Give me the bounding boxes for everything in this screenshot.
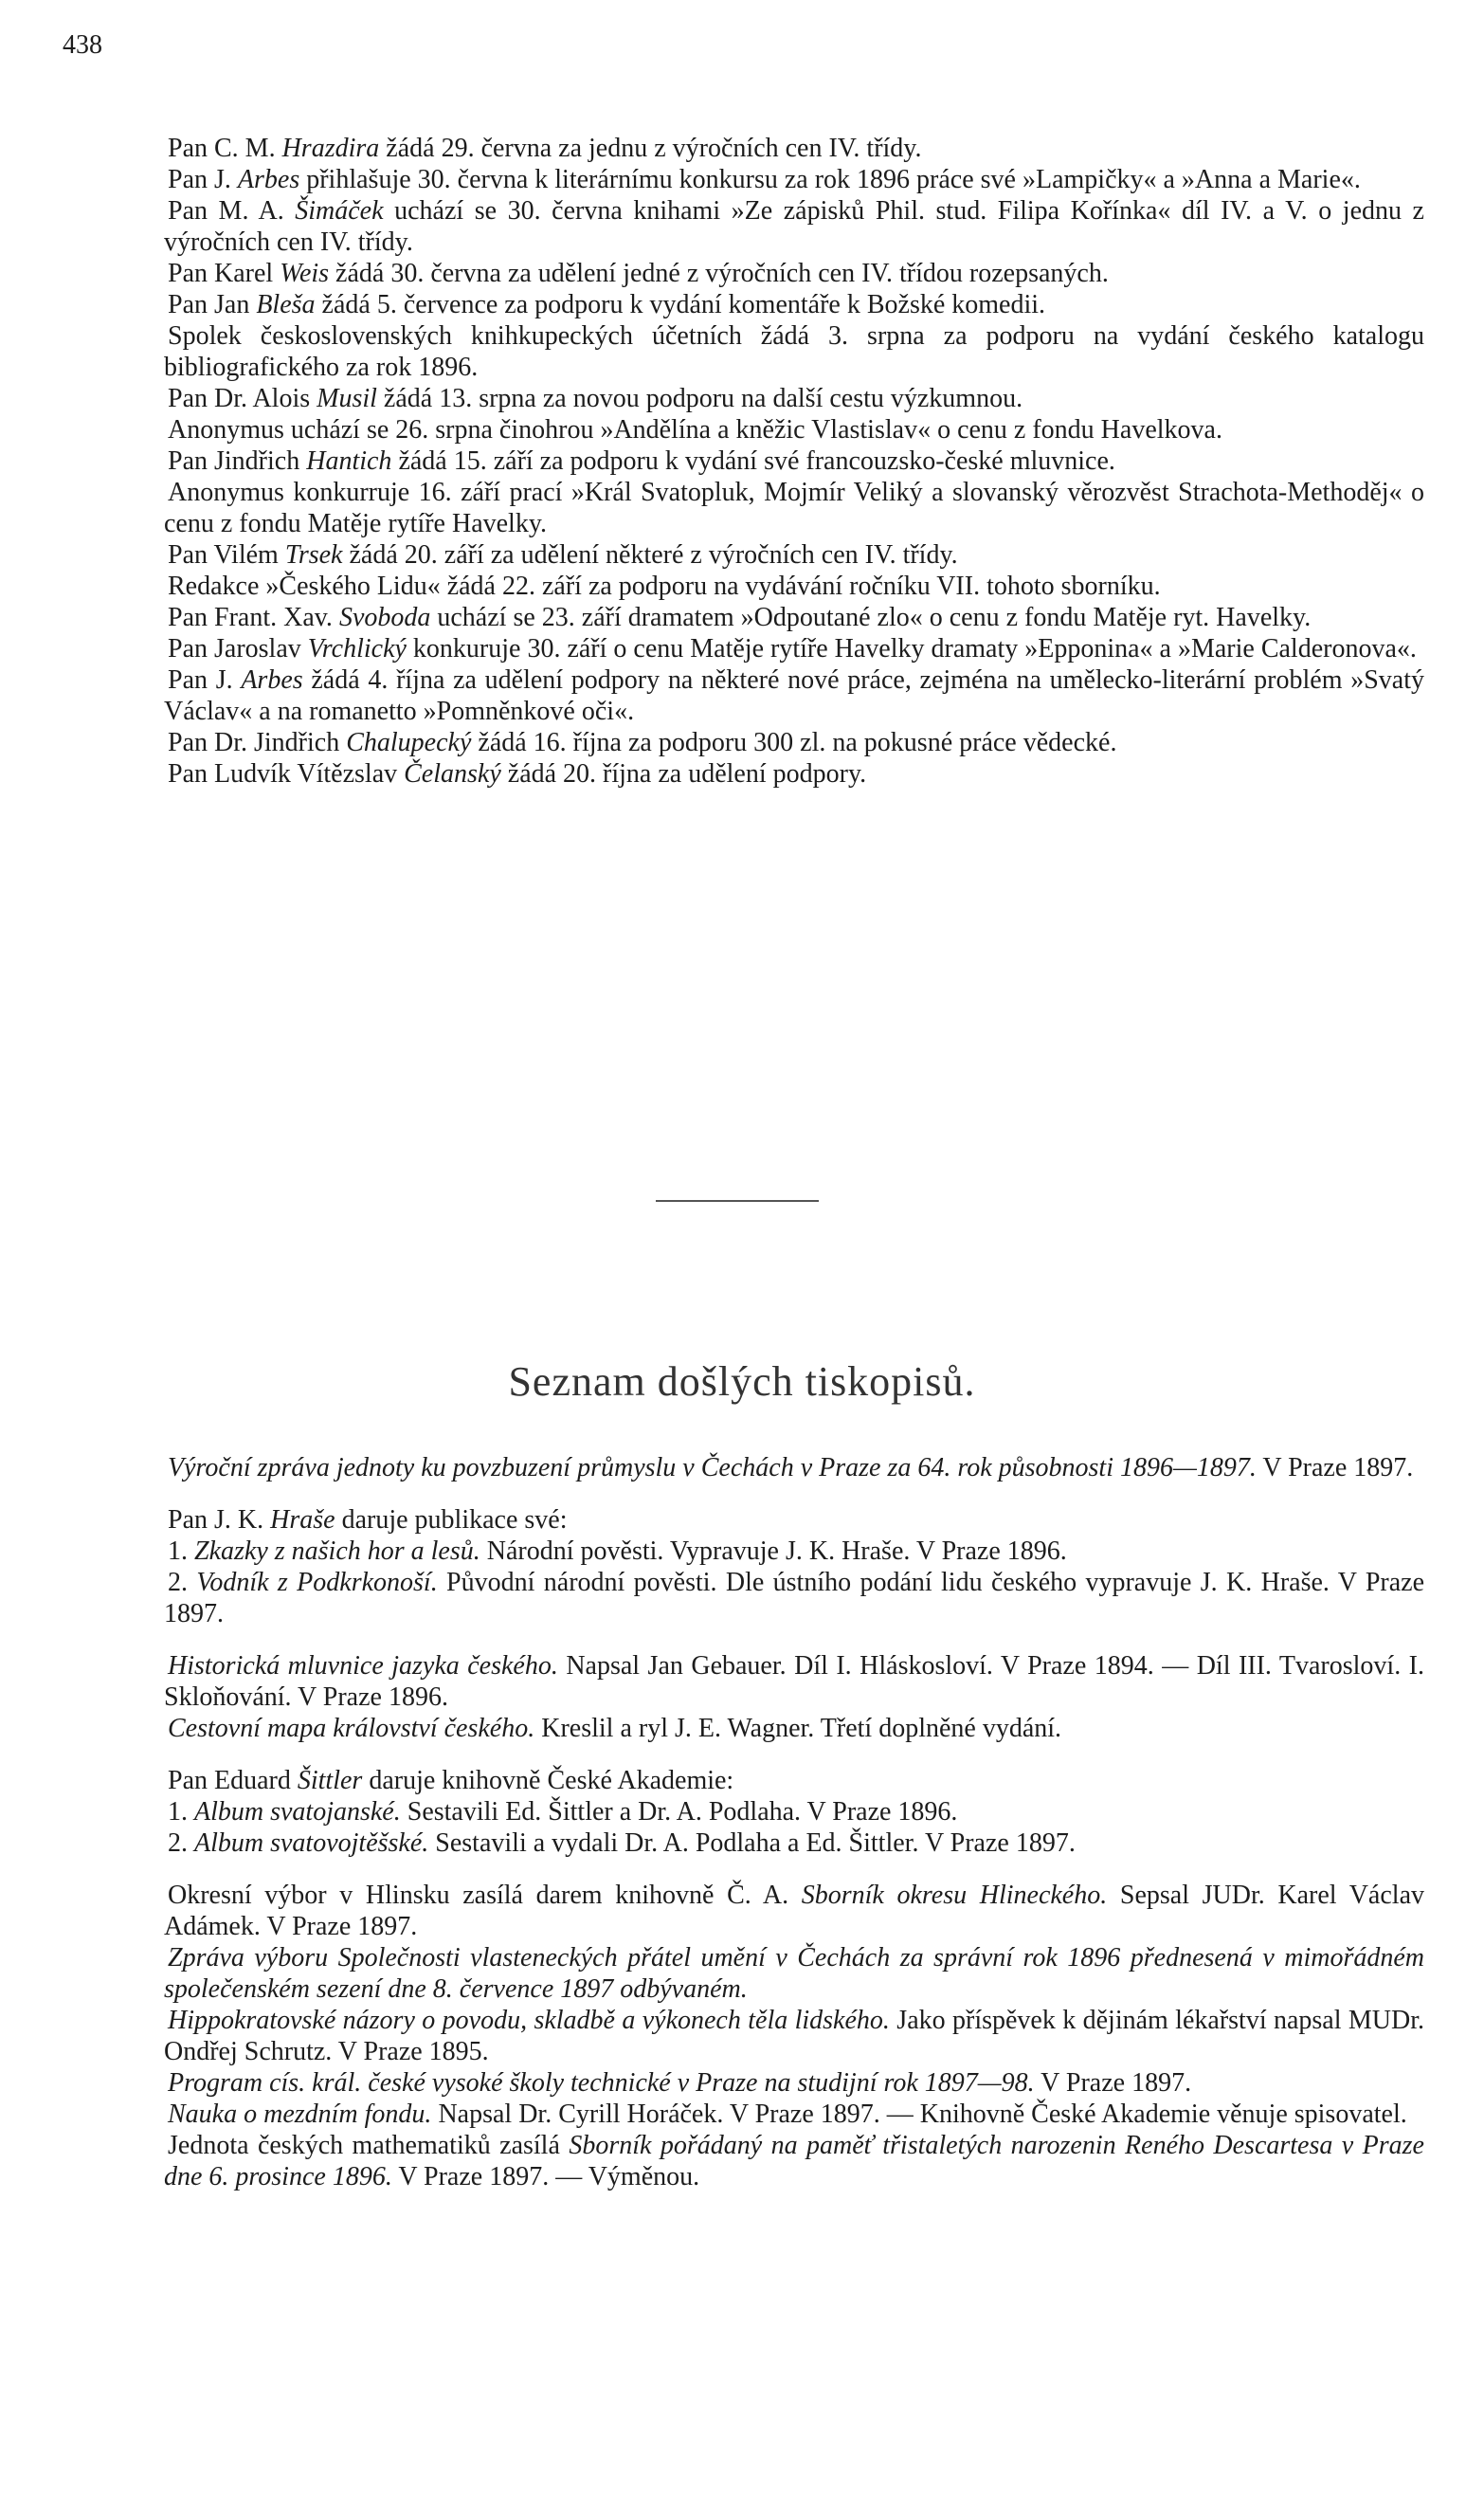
request-paragraph	[164, 414, 1424, 445]
request-text: Pan J.	[168, 665, 242, 695]
request-text: Redakce »Českého Lidu« žádá 22. září za podporu na vydávání ročníku VII. tohoto sborníku.	[168, 572, 1161, 601]
entry-prefix: Jednota českých mathematiků zasílá	[168, 2131, 570, 2160]
requests-section	[164, 133, 1424, 790]
print-entry	[164, 1713, 1424, 1744]
request-text: Pan Dr. Jindřich	[168, 728, 347, 757]
entry-title: Zpráva výboru Společnosti vlasteneckých přátel umění v Čechách za správní rok 1896 přednesená v mimořádném společenském sezení dne 8. července 1897 odbývaném.	[164, 1943, 1424, 2004]
entry-details: V Praze 1897.	[1034, 2068, 1192, 2098]
print-entry	[164, 1536, 1424, 1567]
entry-details: Sestavili Ed. Šittler a Dr. A. Podlaha. V Praze 1896.	[400, 1797, 958, 1827]
request-paragraph	[164, 320, 1424, 383]
person-name: Chalupecký	[346, 728, 472, 757]
entry-title: Sborník okresu Hlineckého.	[801, 1881, 1108, 1910]
request-paragraph	[164, 539, 1424, 571]
person-name: Bleša	[256, 290, 316, 319]
entry-title: Nauka o mezdním fondu.	[168, 2100, 432, 2129]
entry-details: Sepsal JUDr. Karel Václav Adámek. V Praze 1897.	[164, 1881, 1424, 1941]
entry-title: Sborník pořádaný na paměť třistaletých narozenin Reného Descartesa v Praze dne 6. prosince 1896.	[164, 2131, 1424, 2191]
request-text: Pan J.	[168, 165, 238, 194]
request-text: uchází se 23. září dramatem »Odpoutané zlo« o cenu z fondu Matěje ryt. Havelky.	[430, 603, 1312, 632]
request-paragraph	[164, 477, 1424, 539]
request-paragraph	[164, 633, 1424, 664]
entry-spacer	[164, 1629, 1424, 1650]
request-text: žádá 16. října za podporu 300 zl. na pokusné práce vědecké.	[471, 728, 1117, 757]
entry-spacer	[164, 1859, 1424, 1880]
person-name: Svoboda	[338, 603, 431, 632]
request-paragraph	[164, 164, 1424, 195]
entry-details: daruje publikace své:	[335, 1505, 568, 1535]
print-entry	[164, 1880, 1424, 1942]
person-name: Hantich	[306, 446, 392, 476]
entry-title: Album svatovojtěšské.	[194, 1828, 429, 1858]
print-entry	[164, 1765, 1424, 1796]
request-paragraph	[164, 758, 1424, 790]
person-name: Arbes	[241, 665, 303, 695]
entry-details: Napsal Dr. Cyrill Horáček. V Praze 1897. — Knihovně České Akademie věnuje spisovatel.	[431, 2100, 1407, 2129]
person-name: Musil	[317, 384, 377, 413]
person-name: Weis	[280, 259, 330, 288]
print-entry	[164, 1796, 1424, 1827]
entry-prefix: 2.	[168, 1828, 194, 1858]
request-text: žádá 30. června za udělení jedné z výročních cen IV. třídou rozepsaných.	[329, 259, 1109, 288]
request-text: Pan Karel	[168, 259, 281, 288]
entry-title: Album svatojanské.	[194, 1797, 401, 1827]
request-text: Pan C. M.	[168, 134, 282, 163]
entry-details: Napsal Jan Gebauer. Díl I. Hláskosloví. V Praze 1894. — Díl III. Tvarosloví. I. Skloňování. V Praze 1896.	[164, 1651, 1424, 1712]
request-text: žádá 4. října za udělení podpory na některé nové práce, zejména na umělecko-literární problém »Svatý Václav« a na romanetto »Pomněnkové oči«.	[164, 665, 1424, 726]
entry-details: V Praze 1897. — Výměnou.	[391, 2162, 700, 2191]
entry-prefix: 1.	[168, 1797, 194, 1827]
entry-title: Cestovní mapa království českého.	[168, 1714, 535, 1743]
entry-prefix: Pan Eduard	[168, 1766, 298, 1795]
section-divider	[656, 1200, 819, 1202]
entry-title: Hraše	[270, 1505, 335, 1535]
request-text: Pan Dr. Alois	[168, 384, 317, 413]
person-name: Vrchlický	[307, 634, 407, 664]
request-text: Pan Ludvík Vítězslav	[168, 759, 405, 789]
print-entry	[164, 1942, 1424, 2005]
request-text: uchází se 30. června knihami »Ze zápisků Phil. stud. Filipa Kořínka« díl IV. a V. o jednu z výročních cen IV. třídy.	[164, 196, 1424, 257]
request-paragraph	[164, 571, 1424, 602]
request-paragraph	[164, 727, 1424, 758]
print-entry	[164, 1452, 1424, 1483]
request-text: Anonymus konkurruje 16. září prací »Král Svatopluk, Mojmír Veliký a slovanský věrozvěst Strachota-Methoděj« o cenu z fondu Matěje rytíře Havelky.	[164, 478, 1424, 538]
request-paragraph	[164, 258, 1424, 289]
person-name: Čelanský	[404, 759, 501, 789]
request-text: Pan M. A.	[168, 196, 296, 226]
person-name: Trsek	[284, 540, 343, 570]
print-entry	[164, 1650, 1424, 1713]
request-paragraph	[164, 383, 1424, 414]
entry-title: Zkazky z našich hor a lesů.	[194, 1536, 480, 1566]
request-text: Pan Vilém	[168, 540, 285, 570]
print-entry	[164, 1504, 1424, 1536]
entry-title: Výroční zpráva jednoty ku povzbuzení průmyslu v Čechách v Praze za 64. rok působnosti 1896—1897.	[168, 1453, 1257, 1482]
request-text: Pan Jan	[168, 290, 257, 319]
print-entry	[164, 2130, 1424, 2192]
entry-title: Hippokratovské názory o povodu, skladbě a výkonech těla lidského.	[168, 2006, 890, 2035]
request-text: žádá 20. září za udělení některé z výročních cen IV. třídy.	[342, 540, 958, 570]
print-entry	[164, 2005, 1424, 2067]
entry-details: Původní národní pověsti. Dle ústního podání lidu českého vypravuje J. K. Hraše. V Praze 1897.	[164, 1568, 1424, 1628]
request-text: přihlašuje 30. června k literárnímu konkursu za rok 1896 práce své »Lampičky« a »Anna a Marie«.	[299, 165, 1361, 194]
entry-title: Vodník z Podkrkonoší.	[196, 1568, 438, 1597]
entry-details: V Praze 1897.	[1256, 1453, 1414, 1482]
request-text: Pan Frant. Xav.	[168, 603, 339, 632]
request-text: žádá 15. září za podporu k vydání své francouzsko-české mluvnice.	[391, 446, 1115, 476]
entry-details: Kreslil a ryl J. E. Wagner. Třetí doplněné vydání.	[534, 1714, 1062, 1743]
entry-spacer	[164, 1483, 1424, 1504]
received-prints-section	[164, 1452, 1424, 2192]
entry-details: Jako příspěvek k dějinám lékařství napsal MUDr. Ondřej Schrutz. V Praze 1895.	[164, 2006, 1424, 2066]
request-text: konkuruje 30. září o cenu Matěje rytíře Havelky dramaty »Epponina« a »Marie Calderonova«.	[406, 634, 1417, 664]
page-number: 438	[63, 30, 102, 60]
request-text: Anonymus uchází se 26. srpna činohrou »Andělína a kněžic Vlastislav« o cenu z fondu Havelkova.	[168, 415, 1222, 445]
entry-details: Národní pověsti. Vypravuje J. K. Hraše. V Praze 1896.	[480, 1536, 1067, 1566]
entry-details: Sestavili a vydali Dr. A. Podlaha a Ed. Šittler. V Praze 1897.	[428, 1828, 1076, 1858]
request-text: Pan Jaroslav	[168, 634, 308, 664]
entry-prefix: 1.	[168, 1536, 194, 1566]
request-text: Pan Jindřich	[168, 446, 307, 476]
print-entry	[164, 2067, 1424, 2099]
section-heading: Seznam došlých tiskopisů.	[508, 1358, 976, 1405]
person-name: Hrazdira	[281, 134, 380, 163]
request-paragraph	[164, 664, 1424, 727]
request-paragraph	[164, 602, 1424, 633]
entry-details: daruje knihovně České Akademie:	[362, 1766, 734, 1795]
print-entry	[164, 1827, 1424, 1859]
request-text: Spolek československých knihkupeckých účetních žádá 3. srpna za podporu na vydání českého katalogu bibliografického za rok 1896.	[164, 321, 1424, 382]
entry-prefix: 2.	[168, 1568, 197, 1597]
entry-title: Historická mluvnice jazyka českého.	[168, 1651, 558, 1681]
entry-spacer	[164, 1744, 1424, 1765]
entry-prefix: Pan J. K.	[168, 1505, 271, 1535]
entry-title: Program cís. král. české vysoké školy technické v Praze na studijní rok 1897—98.	[168, 2068, 1035, 2098]
print-entry	[164, 2099, 1424, 2130]
entry-prefix: Okresní výbor v Hlinsku zasílá darem knihovně Č. A.	[168, 1881, 802, 1910]
person-name: Šimáček	[295, 196, 384, 226]
entry-title: Šittler	[297, 1766, 363, 1795]
request-paragraph	[164, 289, 1424, 320]
request-text: žádá 29. června za jednu z výročních cen IV. třídy.	[379, 134, 922, 163]
request-text: žádá 5. července za podporu k vydání komentáře k Božské komedii.	[315, 290, 1046, 319]
request-paragraph	[164, 133, 1424, 164]
request-text: žádá 13. srpna za novou podporu na další cestu výzkumnou.	[376, 384, 1023, 413]
request-text: žádá 20. října za udělení podpory.	[500, 759, 867, 789]
request-paragraph	[164, 445, 1424, 477]
person-name: Arbes	[237, 165, 300, 194]
print-entry	[164, 1567, 1424, 1629]
request-paragraph	[164, 195, 1424, 258]
